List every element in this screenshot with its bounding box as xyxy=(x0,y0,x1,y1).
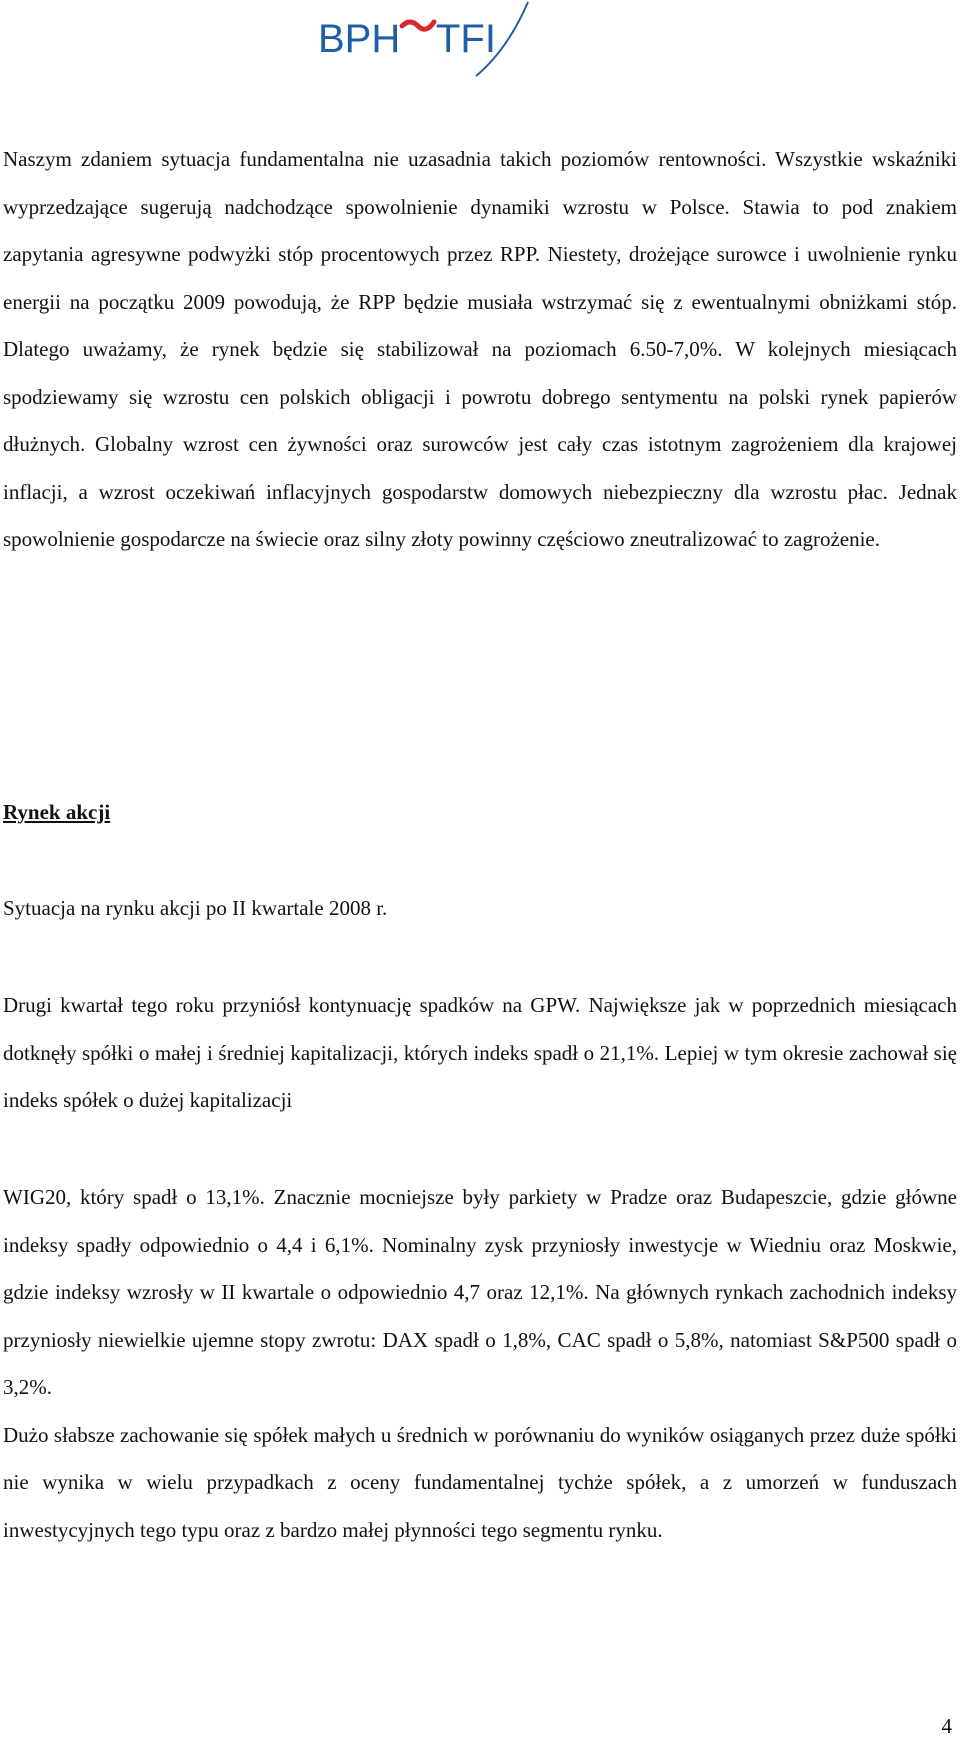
bph-tfi-logo xyxy=(318,0,558,80)
section-subheading: Sytuacja na rynku akcji po II kwartale 2008 r. xyxy=(3,896,388,920)
section-heading: Rynek akcji xyxy=(3,800,111,824)
page-number: 4 xyxy=(941,1714,952,1738)
q2-paragraph-part2: WIG20, który spadł o 13,1%. Znacznie mocniejsze były parkiety w Pradze oraz Budapeszcie, gdzie główne indeksy spadły odpowiednio o 4,4 i 6,1%. Nominalny zysk przyniosły inwestycje w Wiedniu oraz Moskwie, gdzie indeksy wzrosły w II kwartale o odpowiednio 4,7 oraz 12,1%. Na głównych rynkach zachodnich indeksy przyniosły niewielkie ujemne stopy zwrotu: DAX spadł o 1,8%, CAC spadł o 5,8%, natomiast S&P500 spadł o 3,2%. xyxy=(3,1185,957,1399)
logo-tilde xyxy=(402,22,434,29)
logo-text-tfi: TFI xyxy=(436,17,496,61)
q2-continued-block xyxy=(3,1174,957,1554)
logo-graphic xyxy=(318,0,558,80)
q2-paragraph-part1: Drugi kwartał tego roku przyniósł kontynuację spadków na GPW. Największe jak w poprzednich miesiącach dotknęły spółki o małej i średniej kapitalizacji, których indeks spadł o 21,1%. Lepiej w tym okresie zachował się indeks spółek o dużej kapitalizacji xyxy=(3,993,957,1112)
q2-paragraph-block xyxy=(3,982,957,1125)
intro-section xyxy=(3,136,957,564)
logo-text-bph: BPH xyxy=(318,17,401,61)
intro-paragraph: Naszym zdaniem sytuacja fundamentalna nie uzasadnia takich poziomów rentowności. Wszystkie wskaźniki wyprzedzające sugerują nadchodzące spowolnienie dynamiki wzrostu w Polsce. Stawia to pod znakiem zapytania agresywne podwyżki stóp procentowych przez RPP. Niestety, drożejące surowce i uwolnienie rynku energii na początku 2009 powodują, że RPP będzie musiała wstrzymać się z ewentualnymi obniżkami stóp. Dlatego uważamy, że rynek będzie się stabilizował na poziomach 6.50-7,0%. W kolejnych miesiącach spodziewamy się wzrostu cen polskich obligacji i powrotu dobrego sentymentu na polski rynek papierów dłużnych. Globalny wzrost cen żywności oraz surowców jest cały czas istotnym zagrożeniem dla krajowej inflacji, a wzrost oczekiwań inflacyjnych gospodarstw domowych niebezpieczny dla wzrostu płac. Jednak spowolnienie gospodarcze na świecie oraz silny złoty powinny częściowo zneutralizować to zagrożenie. xyxy=(3,147,957,551)
small-caps-paragraph: Dużo słabsze zachowanie się spółek małych u średnich w porównaniu do wyników osiąganych przez duże spółki nie wynika w wielu przypadkach z oceny fundamentalnej tychże spółek, a z umorzeń w funduszach inwestycyjnych tego typu oraz z bardzo małej płynności tego segmentu rynku. xyxy=(3,1422,957,1542)
